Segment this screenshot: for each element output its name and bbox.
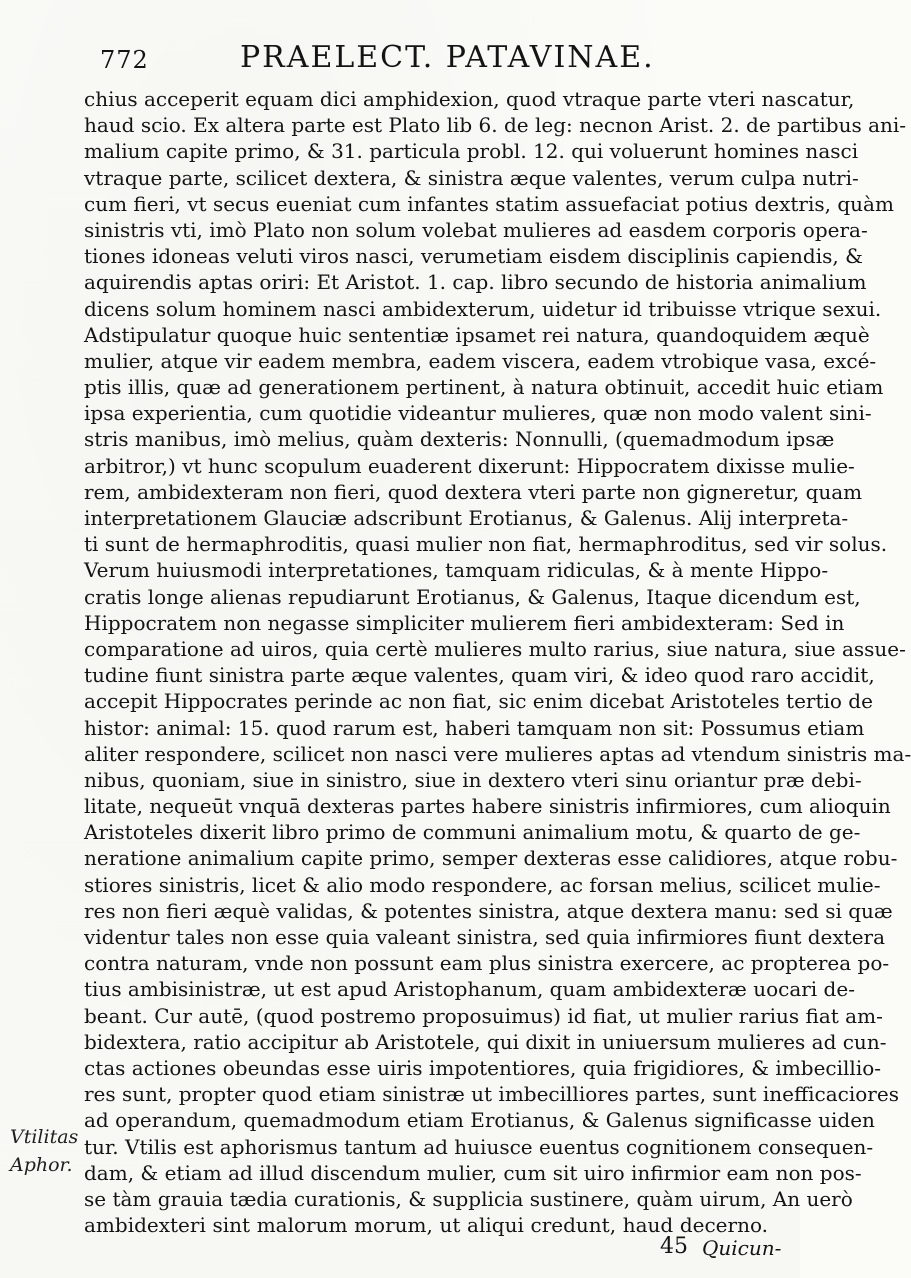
text-line: haud scio. Ex altera parte est Plato lib 6. de leg: necnon Arist. 2. de partibus ani- <box>84 113 907 138</box>
text-line: se tàm grauia tædia curationis, & supplicia sustinere, quàm uirum, An uerò <box>84 1186 853 1211</box>
text-line: res sunt, propter quod etiam sinistræ ut imbecilliores partes, sunt inefficaciores <box>84 1082 899 1107</box>
text-line: interpretationem Glauciæ adscribunt Erotianus, & Galenus. Alij interpreta- <box>84 506 849 530</box>
text-line: ad operandum, quemadmodum etiam Erotianus, & Galenus significasse uiden <box>84 1108 875 1133</box>
text-line: Hippocratem non negasse simpliciter mulierem fieri ambidexteram: Sed in <box>84 610 845 635</box>
text-line: cum fieri, vt secus eueniat cum infantes statim assuefaciat potius dextris, quàm <box>84 191 894 216</box>
text-line: cratis longe alienas repudiarunt Erotianus, & Galenus, Itaque dicendum est, <box>84 584 861 609</box>
text-line: rem, ambidexteram non fieri, quod dextera vteri parte non gigneretur, quam <box>84 479 863 504</box>
text-line: mulier, atque vir eadem membra, eadem viscera, eadem vtrobique vasa, excé- <box>84 348 877 373</box>
text-line: tur. Vtilis est aphorismus tantum ad huiusce euentus cognitionem consequen- <box>84 1134 874 1159</box>
text-line: Verum huiusmodi interpretationes, tamquam ridiculas, & à mente Hippo- <box>84 558 829 583</box>
page-header <box>100 40 720 80</box>
text-line: stris manibus, imò melius, quàm dexteris: Nonnulli, (quemadmodum ipsæ <box>84 427 835 452</box>
text-line: comparatione ad uiros, quia certè mulieres multo rarius, siue natura, siue assue- <box>84 636 906 661</box>
page-footer <box>84 1212 782 1272</box>
margin-note-utilitas: Vtilitas <box>10 1126 79 1148</box>
body-text <box>84 86 911 1238</box>
text-line: ipsa experientia, cum quotidie videantur mulieres, quæ non modo valent sini- <box>84 401 872 426</box>
text-line: ctas actiones obeundas esse uiris impotentiores, quia frigidiores, & imbecillio- <box>84 1055 882 1080</box>
text-line: tius ambisinistræ, ut est apud Aristophanum, quam ambidexteræ uocari de- <box>84 977 855 1002</box>
text-line: neratione animalium capite primo, semper dexteras esse calidiores, atque robu- <box>84 846 898 871</box>
text-line: malium capite primo, & 31. particula probl. 12. qui voluerunt homines nasci <box>84 139 859 164</box>
text-line: vtraque parte, scilicet dextera, & sinistra æque valentes, verum culpa nutri- <box>84 165 859 190</box>
text-line: dam, & etiam ad illud discendum mulier, cum sit uiro infirmior eam non pos- <box>84 1160 862 1185</box>
text-line: aquirendis aptas oriri: Et Aristot. 1. cap. libro secundo de historia animalium <box>84 270 867 295</box>
text-line: arbitror,) vt hunc scopulum euaderent dixerunt: Hippocratem dixisse mulie- <box>84 453 855 478</box>
text-line: ptis illis, quæ ad generationem pertinent, à natura obtinuit, accedit huic etiam <box>84 375 884 400</box>
text-line: histor: animal: 15. quod rarum est, haberi tamquam non sit: Possumus etiam <box>84 715 865 740</box>
text-line: bidextera, ratio accipitur ab Aristotele, qui dixit in uniuersum mulieres ad cun- <box>84 1029 887 1054</box>
text-line: Adstipulatur quoque huic sententiæ ipsamet rei natura, quandoquidem æquè <box>84 322 870 347</box>
text-line: tudine fiunt sinistra parte æque valentes, quam viri, & ideo quod raro accidit, <box>84 663 875 688</box>
text-line: chius acceperit equam dici amphidexion, quod vtraque parte vteri nascatur, <box>84 87 855 111</box>
text-line: videntur tales non esse quia valeant sinistra, sed quia infirmiores fiunt dextera <box>84 925 886 949</box>
text-line: litate, nequeūt vnquā dexteras partes habere sinistris infirmiores, cum alioquin <box>84 794 891 819</box>
text-line: ti sunt de hermaphroditis, quasi mulier non fiat, hermaphroditus, sed vir solus. <box>84 532 888 557</box>
text-line: stiores sinistris, licet & alio modo respondere, ac forsan melius, scilicet mulie- <box>84 872 881 897</box>
text-line: accepit Hippocrates perinde ac non fiat, sic enim dicebat Aristoteles tertio de <box>84 689 873 714</box>
text-line: nibus, quoniam, siue in sinistro, siue in dextero vteri sinu oriantur præ debi- <box>84 767 862 792</box>
margin-note-aphor: Aphor. <box>10 1154 73 1176</box>
text-line: sinistris vti, imò Plato non solum volebat mulieres ad easdem corporis opera- <box>84 217 868 242</box>
running-title: PRAELECT. PATAVINAE. <box>240 40 655 75</box>
text-line: Aristoteles dixerit libro primo de communi animalium motu, & quarto de ge- <box>84 820 861 845</box>
text-line: tiones idoneas veluti viros nasci, verumetiam eisdem disciplinis capiendis, & <box>84 244 863 269</box>
text-line: res non fieri æquè validas, & potentes sinistra, atque dextera manu: sed si quæ <box>84 898 893 923</box>
page-number: 772 <box>100 46 149 74</box>
text-line: aliter respondere, scilicet non nasci vere mulieres aptas ad vtendum sinistris ma- <box>84 741 911 766</box>
text-line: ambidexteri sint malorum morum, ut aliqui credunt, haud decerno. <box>84 1213 768 1238</box>
signature-mark: 45 <box>660 1234 688 1259</box>
text-line: beant. Cur autē, (quod postremo proposuimus) id fiat, ut mulier rarius fiat am- <box>84 1003 883 1028</box>
text-line: dicens solum hominem nasci ambidexterum, uidetur id tribuisse vtrique sexui. <box>84 296 882 321</box>
text-line: contra naturam, vnde non possunt eam plus sinistra exercere, ac propterea po- <box>84 951 890 976</box>
catchword: Quicun- <box>702 1236 782 1260</box>
